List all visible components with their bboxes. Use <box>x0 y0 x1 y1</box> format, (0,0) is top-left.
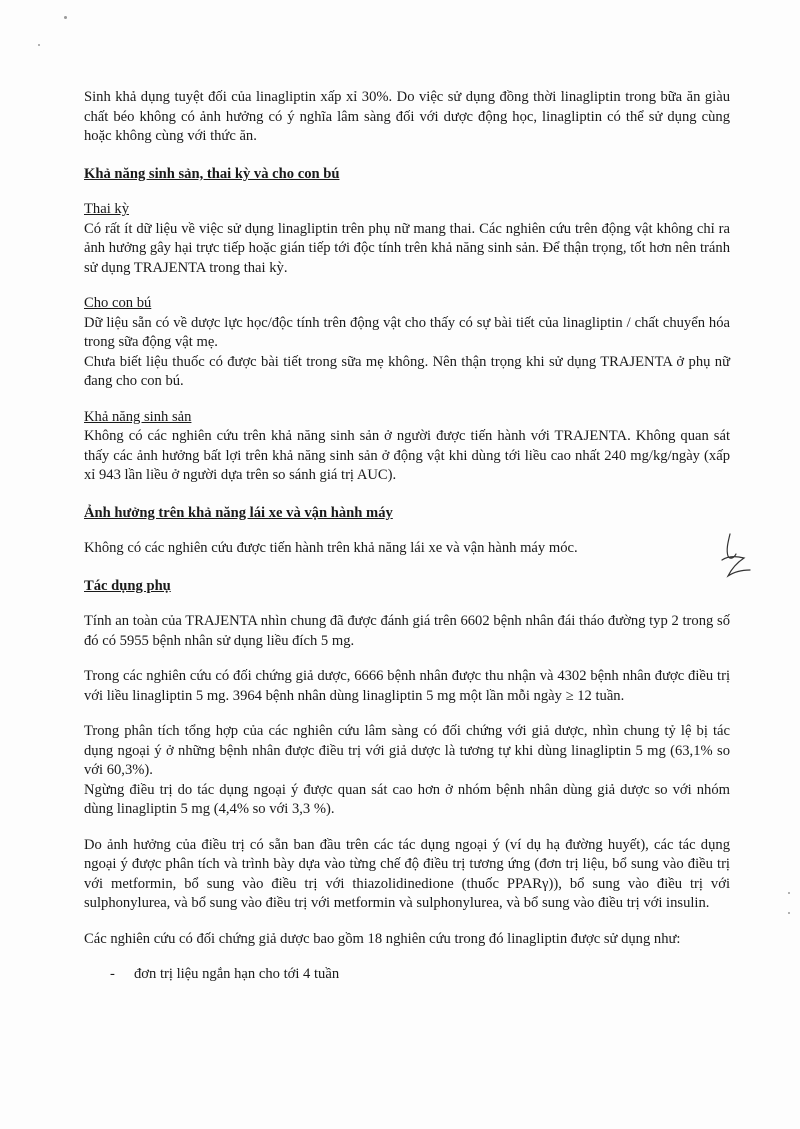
fertility-subheading: Khả năng sinh sản <box>84 408 192 425</box>
driving-paragraph: Không có các nghiên cứu được tiến hành trên khả năng lái xe và vận hành máy móc. <box>84 540 578 556</box>
side-effects-paragraph-3a: Trong phân tích tổng hợp của các nghiên cứu lâm sàng có đối chứng với giả dược, nhìn chung tỷ lệ bị tác dụng ngoại ý ở những bệnh nhân được điều trị với giả dược là tương tự khi dùng linagliptin 5 mg (63,1% so với 60,3%). <box>84 723 730 778</box>
fertility-paragraph: Không có các nghiên cứu trên khả năng sinh sản ở người được tiến hành với TRAJENTA. Không quan sát thấy các ảnh hưởng bất lợi trên khả năng sinh sản ở động vật khi dùng tới liều cao nhất 240 mg/kg/ngày (xấp xỉ 943 lần liều ở người dựa trên so sánh giá trị AUC). <box>84 428 730 483</box>
scan-speck <box>788 892 790 894</box>
scan-speck <box>788 912 790 914</box>
side-effects-heading: Tác dụng phụ <box>84 577 171 594</box>
driving-heading: Ảnh hưởng trên khả năng lái xe và vận hành máy <box>84 504 393 521</box>
side-effects-paragraph-1: Tính an toàn của TRAJENTA nhìn chung đã được đánh giá trên 6602 bệnh nhân đái tháo đường typ 2 trong số đó có 5955 bệnh nhân sử dụng liều đích 5 mg. <box>84 613 730 649</box>
scan-speck <box>64 16 67 19</box>
side-effects-paragraph-4: Do ảnh hưởng của điều trị có sẵn ban đầu trên các tác dụng ngoại ý (ví dụ hạ đường huyết), các tác dụng ngoại ý được phân tích và trình bày dựa vào từng chế độ điều trị tương ứng (đơn trị liệu, bổ sung vào điều trị với metformin, bổ sung vào điều trị với thiazolidinedione (thuốc PPARγ)), bổ sung vào điều trị với sulphonylurea, và bổ sung vào điều trị với metformin và sulphonylurea, và bổ sung vào điều trị với insulin. <box>84 836 730 911</box>
lactation-paragraph-1: Dữ liệu sẵn có về dược lực học/độc tính trên động vật cho thấy có sự bài tiết của linagliptin / chất chuyển hóa trong sữa động vật mẹ. <box>84 314 730 350</box>
side-effects-paragraph-3b: Ngừng điều trị do tác dụng ngoại ý được quan sát cao hơn ở nhóm bệnh nhân dùng giả dược so với nhóm dùng linagliptin 5 mg (4,4% so với 3,3 %). <box>84 781 730 817</box>
bioavailability-paragraph: Sinh khả dụng tuyệt đối của linagliptin xấp xỉ 30%. Do việc sử dụng đồng thời linagliptin trong bữa ăn giàu chất béo không có ảnh hưởng có ý nghĩa lâm sàng đối với dược động học, linagliptin có thể sử dụng cùng hoặc không cùng với thức ăn. <box>84 89 730 144</box>
pregnancy-paragraph: Có rất ít dữ liệu về việc sử dụng linagliptin trên phụ nữ mang thai. Các nghiên cứu trên động vật không chỉ ra ảnh hưởng gây hại trực tiếp hoặc gián tiếp tới độc tính trên khả năng sinh sản. Để thận trọng, tốt hơn nên tránh sử dụng TRAJENTA trong thai kỳ. <box>84 220 730 276</box>
list-item <box>110 965 730 985</box>
lactation-paragraph-2: Chưa biết liệu thuốc có được bài tiết trong sữa mẹ không. Nên thận trọng khi sử dụng TRAJENTA ở phụ nữ đang cho con bú. <box>84 353 730 389</box>
side-effects-paragraph-2: Trong các nghiên cứu có đối chứng giả dược, 6666 bệnh nhân được thu nhận và 4302 bệnh nhân được điều trị với liều linagliptin 5 mg. 3964 bệnh nhân dùng linagliptin 5 mg một lần mỗi ngày ≥ 12 tuần. <box>84 668 730 704</box>
side-effects-paragraph-5: Các nghiên cứu có đối chứng giả dược bao gồm 18 nghiên cứu trong đó linagliptin được sử dụng như: <box>84 930 681 947</box>
bullet-text: đơn trị liệu ngắn hạn cho tới 4 tuần <box>134 966 340 982</box>
pregnancy-subheading: Thai kỳ <box>84 201 129 217</box>
lactation-subheading: Cho con bú <box>84 295 152 311</box>
bullet-dash: - <box>110 966 115 982</box>
scan-speck <box>38 44 40 46</box>
fertility-pregnancy-lactation-heading: Khả năng sinh sản, thai kỳ và cho con bú <box>84 165 340 182</box>
document-body <box>84 88 730 985</box>
